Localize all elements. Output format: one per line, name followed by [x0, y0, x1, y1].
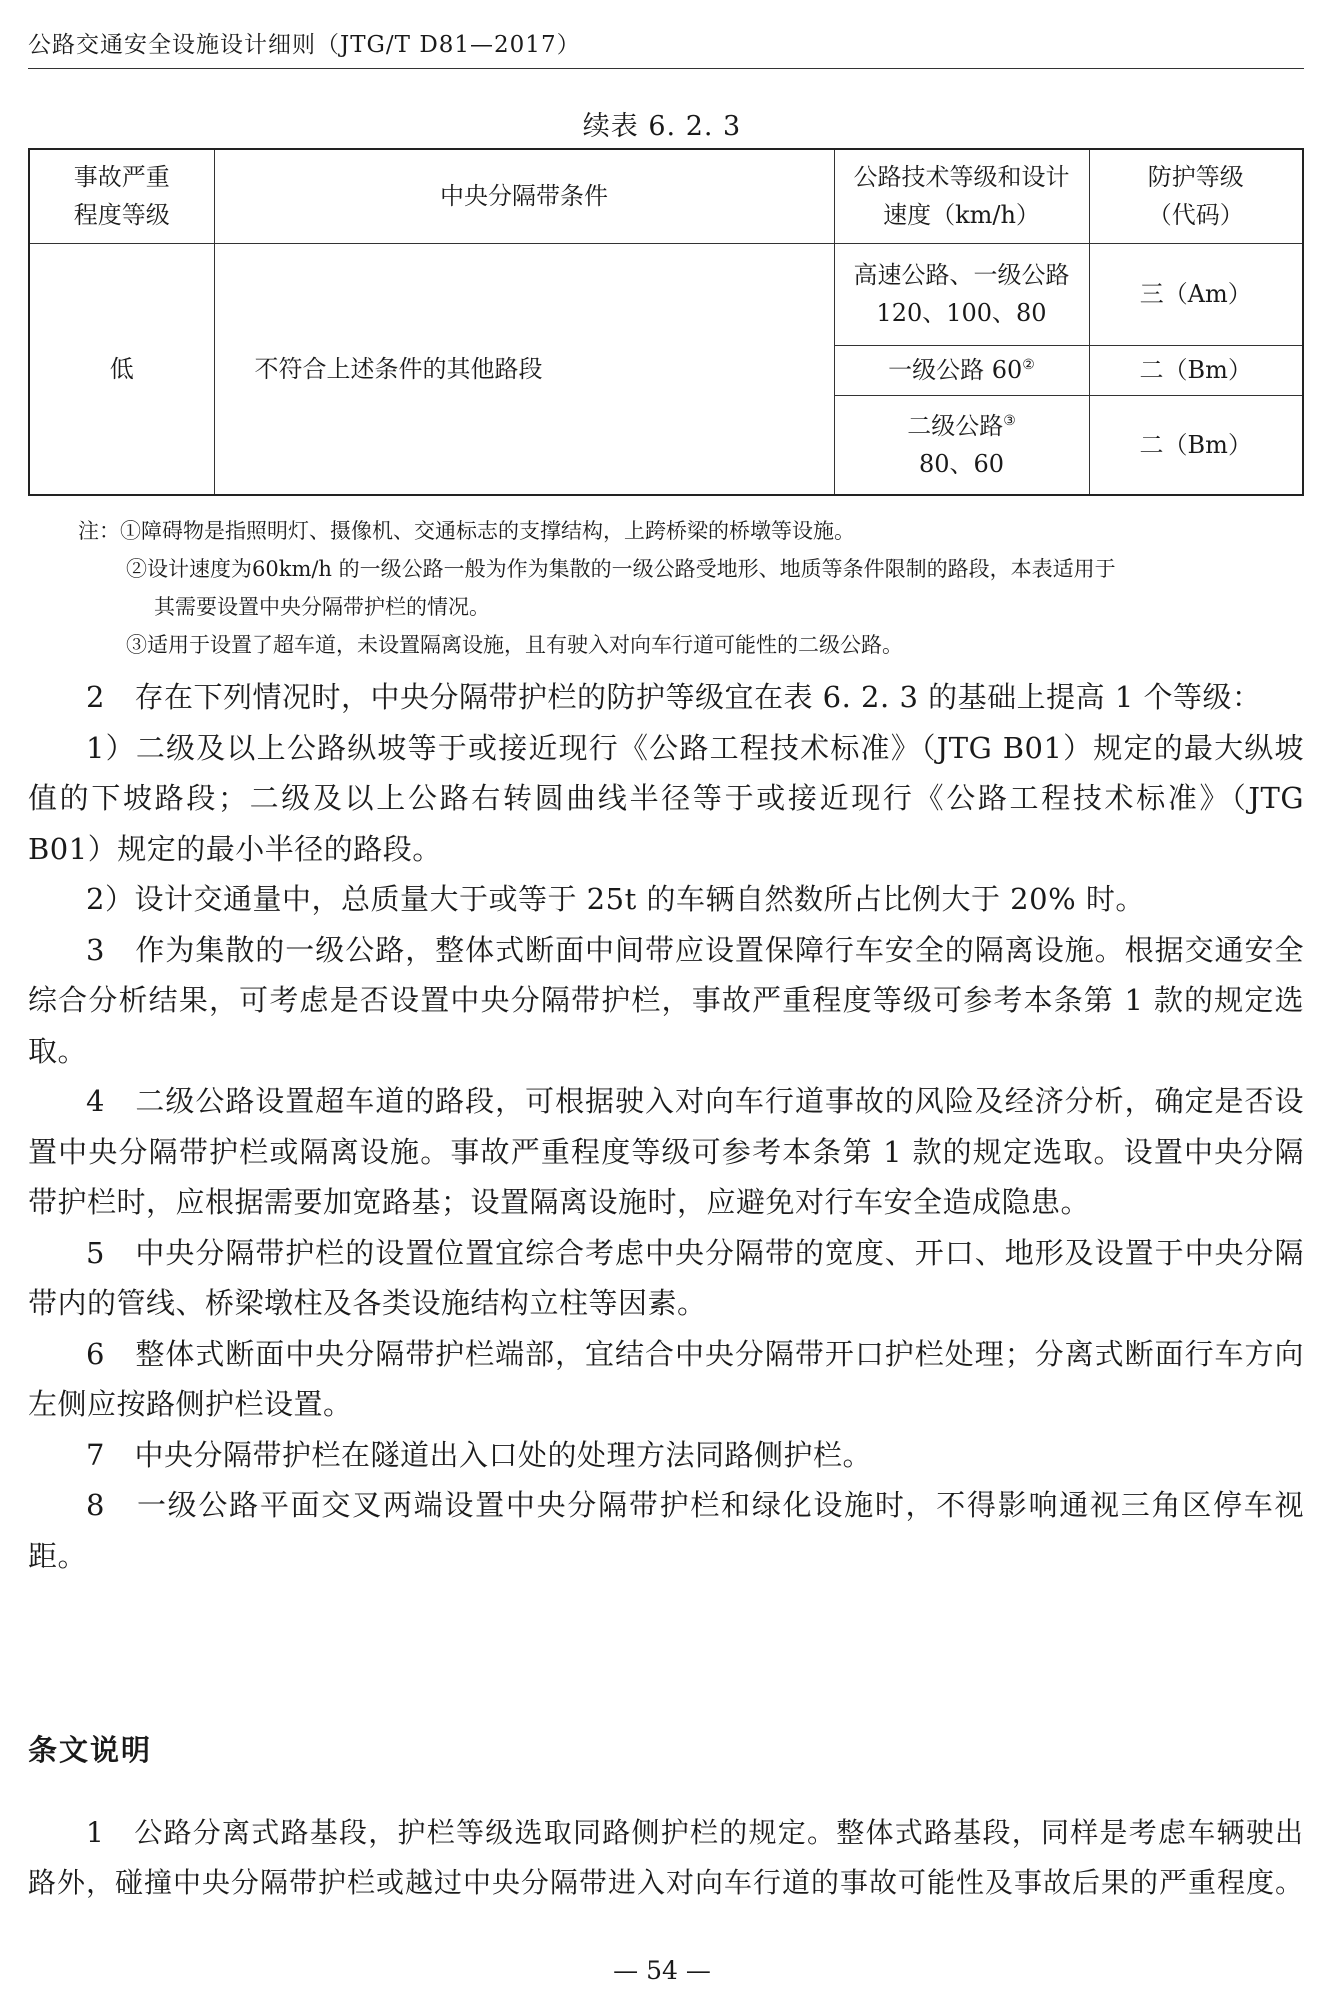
- header-severity: 事故严重 程度等级: [29, 149, 214, 243]
- explanation-heading: 条文说明: [28, 1733, 153, 1767]
- paragraph: 1）二级及以上公路纵坡等于或接近现行《公路工程技术标准》（JTG B01）规定的最大纵坡值的下坡路段；二级及以上公路右转圆曲线半径等于或接近现行《公路工程技术标准》（JTG B01）规定的最小半径的路段。: [28, 730, 1304, 866]
- note-2: ②设计速度为60km/h 的一级公路一般为作为集散的一级公路受地形、地质等条件限制的路段，本表适用于: [126, 557, 1116, 581]
- grade-cell: 一级公路 60②: [834, 345, 1089, 395]
- condition-cell: 不符合上述条件的其他路段: [214, 243, 834, 495]
- note-1: 注：①障碍物是指照明灯、摄像机、交通标志的支撑结构，上跨桥梁的桥墩等设施。: [78, 519, 855, 543]
- table-title: 续表 6. 2. 3: [582, 111, 742, 142]
- severity-cell: 低: [29, 243, 214, 495]
- page-number: — 54 —: [613, 1956, 711, 1985]
- note-3: ③适用于设置了超车道，未设置隔离设施，且有驶入对向车行道可能性的二级公路。: [126, 633, 903, 657]
- grade-cell: 高速公路、一级公路 120、100、80: [834, 243, 1089, 345]
- grade-cell: 二级公路③ 80、60: [834, 395, 1089, 495]
- footnote-mark: ③: [1003, 412, 1016, 429]
- header-grade: 公路技术等级和设计 速度（km/h）: [834, 149, 1089, 243]
- paragraph: 6 整体式断面中央分隔带护栏端部，宜结合中央分隔带开口护栏处理；分离式断面行车方向左侧应按路侧护栏设置。: [28, 1336, 1304, 1421]
- paragraph: 1 公路分离式路基段，护栏等级选取同路侧护栏的规定。整体式路基段，同样是考虑车辆驶出路外，碰撞中央分隔带护栏或越过中央分隔带进入对向车行道的事故可能性及事故后果的严重程度。: [28, 1816, 1305, 1899]
- paragraph: 2 存在下列情况时，中央分隔带护栏的防护等级宜在表 6. 2. 3 的基础上提高 1 个等级：: [86, 680, 1262, 714]
- level-cell: 二（Bm）: [1089, 345, 1303, 395]
- table-notes: [78, 512, 1308, 664]
- table-row: [29, 243, 1303, 345]
- paragraph: 2）设计交通量中，总质量大于或等于 25t 的车辆自然数所占比例大于 20% 时。: [86, 882, 1145, 916]
- level-cell: 二（Bm）: [1089, 395, 1303, 495]
- clause-body: [28, 672, 1304, 1581]
- paragraph: 5 中央分隔带护栏的设置位置宜综合考虑中央分隔带的宽度、开口、地形及设置于中央分隔带内的管线、桥梁墩柱及各类设施结构立柱等因素。: [28, 1235, 1304, 1320]
- table-header-row: [29, 149, 1303, 243]
- paragraph: 4 二级公路设置超车道的路段，可根据驶入对向车行道事故的风险及经济分析，确定是否设置中央分隔带护栏或隔离设施。事故严重程度等级可参考本条第 1 款的规定选取。设置中央分隔带护栏时，应根据需要加宽路基；设置隔离设施时，应避免对行车安全造成隐患。: [28, 1084, 1304, 1219]
- paragraph: 7 中央分隔带护栏在隧道出入口处的处理方法同路侧护栏。: [86, 1437, 872, 1472]
- protection-level-table: [28, 148, 1304, 496]
- paragraph: 8 一级公路平面交叉两端设置中央分隔带护栏和绿化设施时，不得影响通视三角区停车视距。: [28, 1488, 1304, 1573]
- header-level: 防护等级 （代码）: [1089, 149, 1303, 243]
- header-condition: 中央分隔带条件: [214, 149, 834, 243]
- level-cell: 三（Am）: [1089, 243, 1303, 345]
- footnote-mark: ②: [1022, 357, 1035, 373]
- note-2-continued: 其需要设置中央分隔带护栏的情况。: [154, 595, 490, 619]
- running-header: 公路交通安全设施设计细则（JTG/T D81—2017）: [28, 32, 581, 58]
- explanation-body: [28, 1808, 1304, 1908]
- paragraph: 3 作为集散的一级公路，整体式断面中间带应设置保障行车安全的隔离设施。根据交通安全综合分析结果，可考虑是否设置中央分隔带护栏，事故严重程度等级可参考本条第 1 款的规定选取。: [28, 932, 1304, 1068]
- header-rule: [28, 68, 1304, 69]
